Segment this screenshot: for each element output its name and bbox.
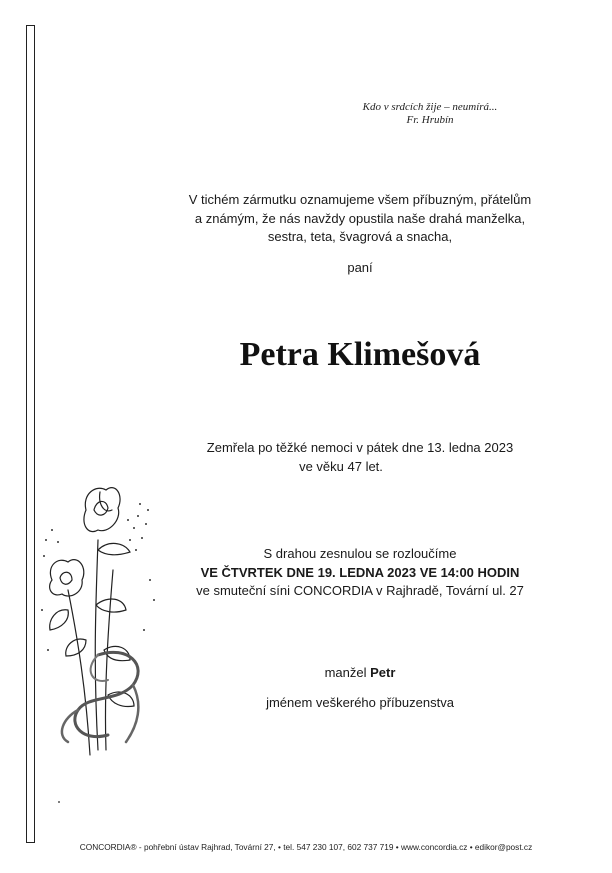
- death-info: [150, 439, 570, 476]
- footer-contact: CONCORDIA® - pohřební ústav Rajhrad, Tovární 27, • tel. 547 230 107, 602 737 719 • www.concordia.cz • edikor@post.cz: [79, 842, 533, 852]
- death-age-line: ve věku 47 let.: [299, 458, 383, 474]
- rose-flower-illustration-icon: [38, 480, 163, 765]
- announcement-text: [150, 191, 570, 247]
- death-date-line: Zemřela po těžké nemoci v pátek dne 13. ledna 2023: [206, 440, 514, 455]
- signature-block: [150, 658, 570, 718]
- quote-text: Kdo v srdcích žije – neumírá...: [362, 101, 498, 113]
- husband-name: Petr: [370, 665, 396, 680]
- quote-block: [330, 101, 530, 127]
- funeral-intro: S drahou zesnulou se rozloučíme: [263, 546, 457, 561]
- funeral-info: [150, 545, 570, 601]
- border-frame: [26, 25, 35, 843]
- husband-prefix: manžel: [324, 665, 371, 680]
- husband-line: [150, 658, 570, 688]
- funeral-datetime: VE ČTVRTEK DNE 19. LEDNA 2023 VE 14:00 HODIN: [200, 564, 520, 580]
- quote-author: Fr. Hrubín: [406, 114, 454, 126]
- funeral-location: ve smuteční síni CONCORDIA v Rajhradě, Tovární ul. 27: [196, 583, 524, 598]
- pani-label: paní: [347, 260, 373, 275]
- announcement-line: a známým, že nás navždy opustila naše drahá manželka,: [194, 210, 526, 226]
- announcement-line: V tichém zármutku oznamujeme všem příbuzným, přátelům: [188, 192, 532, 207]
- deceased-name: Petra Klimešová: [239, 336, 481, 373]
- family-line: jménem veškerého příbuzenstva: [266, 695, 454, 710]
- stray-dot: [58, 801, 60, 803]
- announcement-line: sestra, teta, švagrová a snacha,: [267, 229, 453, 244]
